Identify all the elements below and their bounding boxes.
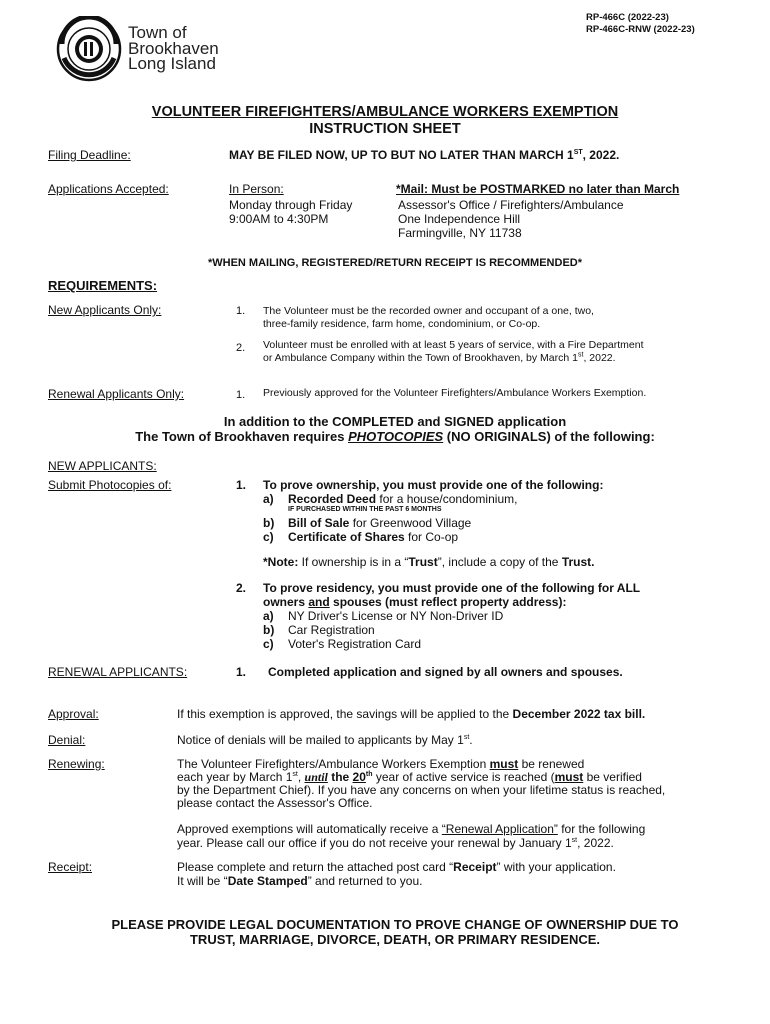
- residency-title-2: owners and spouses (must reflect property address):: [263, 595, 567, 609]
- residency-b-letter: b): [263, 623, 275, 637]
- ownership-c: Certificate of Shares for Co-op: [288, 530, 459, 544]
- in-person-label: In Person:: [229, 182, 284, 196]
- ownership-number: 1.: [236, 478, 247, 492]
- renewal-number: 1.: [236, 665, 247, 679]
- residency-b: Car Registration: [288, 623, 375, 637]
- page-title: [0, 104, 770, 120]
- denial-text: Notice of denials will be mailed to applicants by May 1st.: [177, 733, 473, 747]
- req-new-2-line-2: or Ambulance Company within the Town of Brookhaven, by March 1st, 2022.: [263, 351, 616, 364]
- req-new-1-line-1: The Volunteer must be the recorded owner and occupant of a one, two,: [263, 305, 594, 317]
- addition-line-1: In addition to the COMPLETED and SIGNED application: [223, 414, 567, 429]
- in-person-hours: 9:00AM to 4:30PM: [229, 212, 329, 226]
- form-code-2: RP-466C-RNW (2022-23): [586, 24, 695, 35]
- mail-address-3: Farmingville, NY 11738: [398, 226, 522, 240]
- page-subtitle: INSTRUCTION SHEET: [309, 121, 461, 137]
- mailing-note: *WHEN MAILING, REGISTERED/RETURN RECEIPT IS RECOMMENDED*: [207, 257, 583, 269]
- submit-photocopies-label: Submit Photocopies of:: [48, 478, 172, 492]
- ownership-title: To prove ownership, you must provide one of the following:: [263, 478, 604, 492]
- req-renew-text: Previously approved for the Volunteer Firefighters/Ambulance Workers Exemption.: [263, 387, 647, 399]
- renewal-text: Completed application and signed by all owners and spouses.: [268, 665, 623, 679]
- renewing-line-1: The Volunteer Firefighters/Ambulance Workers Exemption must be renewed: [177, 757, 585, 771]
- residency-c: Voter's Registration Card: [288, 637, 422, 651]
- renewal-applicants-heading: RENEWAL APPLICANTS:: [48, 665, 188, 679]
- residency-a-letter: a): [263, 609, 274, 623]
- ownership-b: Bill of Sale for Greenwood Village: [288, 516, 472, 530]
- renewal-application-line-2: year. Please call our office if you do not receive your renewal by January 1st, 2022.: [177, 836, 614, 850]
- ownership-a-letter: a): [263, 492, 274, 506]
- receipt-line-1: Please complete and return the attached post card “Receipt” with your application.: [177, 860, 616, 874]
- logo-long-island: Long Island: [128, 54, 216, 73]
- renewal-applicants-only-label: Renewal Applicants Only:: [48, 387, 185, 401]
- renewing-line-4: please contact the Assessor's Office.: [177, 796, 373, 810]
- footer-line-2: TRUST, MARRIAGE, DIVORCE, DEATH, OR PRIMARY RESIDENCE.: [189, 932, 600, 947]
- req-renew-number: 1.: [236, 389, 246, 401]
- requirements-heading: REQUIREMENTS:: [48, 278, 158, 293]
- ownership-a-note: IF PURCHASED WITHIN THE PAST 6 MONTHS: [288, 506, 442, 513]
- receipt-label: Receipt:: [48, 860, 93, 874]
- req-new-2-number: 2.: [236, 342, 246, 354]
- mail-label: *Mail: Must be POSTMARKED no later than March: [396, 182, 680, 196]
- logo-brookhaven: Brookhaven: [128, 39, 219, 58]
- mail-address-2: One Independence Hill: [398, 212, 521, 226]
- residency-c-letter: c): [263, 637, 274, 651]
- residency-a: NY Driver's License or NY Non-Driver ID: [288, 609, 504, 623]
- residency-number: 2.: [236, 581, 247, 595]
- req-new-1-line-2: three-family residence, farm home, condominium, or Co-op.: [263, 318, 541, 330]
- approval-text: If this exemption is approved, the savings will be applied to the December 2022 tax bill.: [177, 707, 646, 721]
- filing-deadline-label: Filing Deadline:: [48, 148, 131, 162]
- town-seal: [56, 16, 122, 82]
- form-code-1: RP-466C (2022-23): [586, 12, 669, 23]
- addition-line-2: The Town of Brookhaven requires PHOTOCOPIES (NO ORIGINALS) of the following:: [135, 429, 655, 444]
- mail-address-1: Assessor's Office / Firefighters/Ambulance: [398, 198, 624, 212]
- logo-town-of: Town of: [128, 23, 187, 42]
- req-new-1-number: 1.: [236, 305, 246, 317]
- in-person-days: Monday through Friday: [229, 198, 353, 212]
- new-applicants-heading: NEW APPLICANTS:: [48, 459, 157, 473]
- page-title-line-1: VOLUNTEER FIREFIGHTERS/AMBULANCE WORKERS EXEMPTION: [151, 104, 619, 120]
- req-new-2-line-1: Volunteer must be enrolled with at least 5 years of service, with a Fire Department: [263, 339, 644, 351]
- renewing-line-2: each year by March 1st, until the 20th year of active service is reached (must be verified: [177, 770, 642, 784]
- applications-accepted-label: Applications Accepted:: [48, 182, 169, 196]
- trust-note: *Note: If ownership is in a “Trust”, include a copy of the Trust.: [263, 555, 595, 569]
- residency-title-1: To prove residency, you must provide one of the following for ALL: [263, 581, 641, 595]
- receipt-line-2: It will be “Date Stamped” and returned to you.: [177, 874, 423, 888]
- footer-line-1: PLEASE PROVIDE LEGAL DOCUMENTATION TO PROVE CHANGE OF OWNERSHIP DUE TO: [111, 917, 679, 932]
- renewing-label: Renewing:: [48, 757, 105, 771]
- ownership-b-letter: b): [263, 516, 275, 530]
- ownership-a: Recorded Deed for a house/condominium,: [288, 492, 518, 506]
- denial-label: Denial:: [48, 733, 86, 747]
- renewal-application-line-1: Approved exemptions will automatically receive a “Renewal Application” for the following: [177, 822, 646, 836]
- filing-deadline-text: MAY BE FILED NOW, UP TO BUT NO LATER THAN MARCH 1ST, 2022.: [229, 148, 620, 162]
- town-seal-icon: [56, 16, 122, 82]
- approval-label: Approval:: [48, 707, 99, 721]
- renewing-line-3: by the Department Chief). If you have any concerns on when your lifetime status is reached,: [177, 783, 666, 797]
- ownership-c-letter: c): [263, 530, 274, 544]
- new-applicants-only-label: New Applicants Only:: [48, 303, 162, 317]
